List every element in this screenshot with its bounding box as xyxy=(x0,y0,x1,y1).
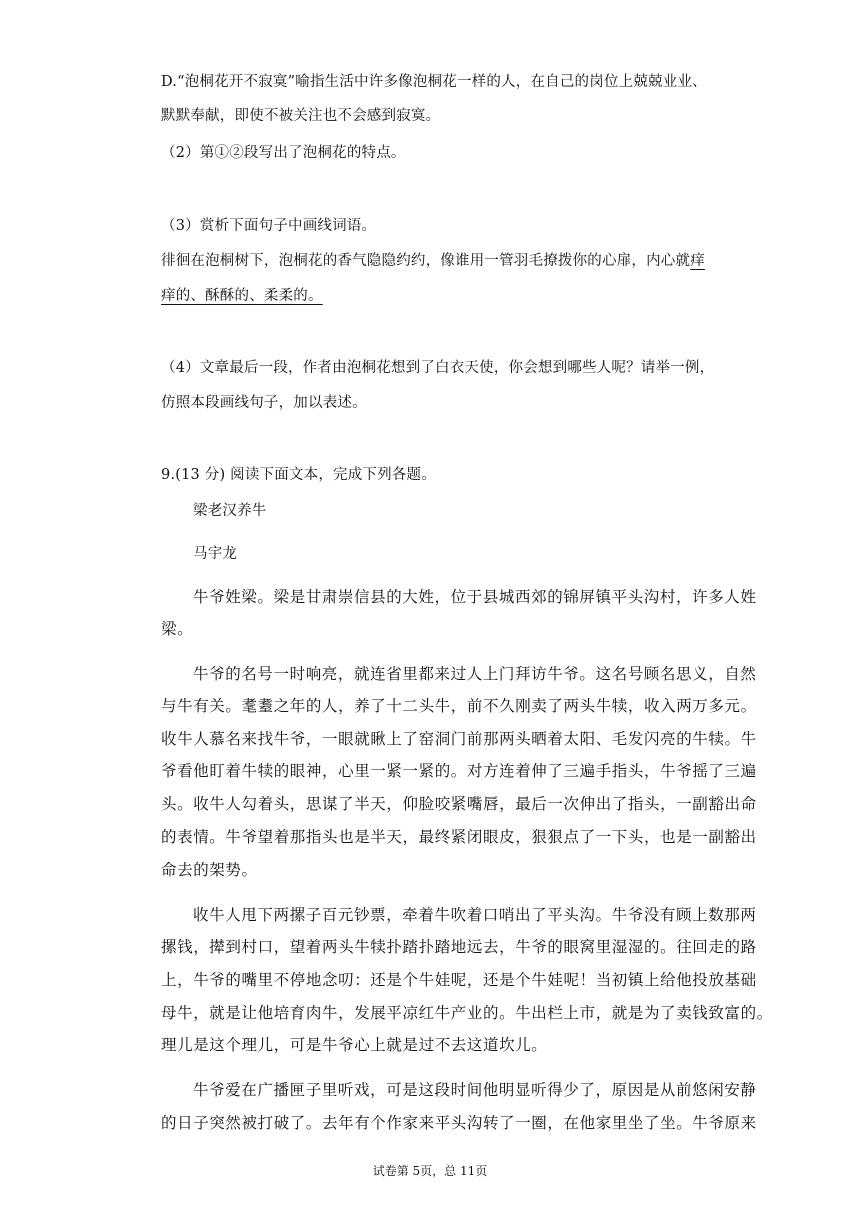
paragraph-2-line-1: 牛爷的名号一时响亮，就连省里都来过人上门拜访牛爷。这名号顾名思义，自然 xyxy=(193,665,757,683)
question-4-line-1: （4）文章最后一段，作者由泡桐花想到了白衣天使，你会想到哪些人呢？请举一例， xyxy=(161,360,715,376)
question-9-heading: 9.(13 分) 阅读下面文本，完成下列各题。 xyxy=(161,467,436,483)
question-4-line-2: 仿照本段画线句子，加以表述。 xyxy=(161,395,367,411)
paragraph-3-line-1: 收牛人甩下两摞子百元钞票，牵着牛吹着口哨出了平头沟。牛爷没有顾上数那两 xyxy=(193,906,757,924)
option-d-line-1: D.“泡桐花开不寂寞”喻指生活中许多像泡桐花一样的人，在自己的岗位上兢兢业业、 xyxy=(161,74,707,90)
paragraph-3-line-4: 母牛，就是让他培育肉牛，发展平凉红牛产业的。牛出栏上市，就是为了卖钱致富的。 xyxy=(161,1004,773,1022)
quoted-sentence-line-1: 徘徊在泡桐树下，泡桐花的香气隐隐约约，像谁用一管羽毛撩拨你的心扉，内心就痒 xyxy=(161,253,705,269)
paragraph-3-line-3: 上，牛爷的嘴里不停地念叨：还是个牛娃呢，还是个牛娃呢！当初镇上给他投放基础 xyxy=(161,971,757,989)
paragraph-3-line-5: 理儿是这个理儿，可是牛爷心上就是过不去这道坎儿。 xyxy=(161,1036,548,1054)
paragraph-3-line-2: 摞钱，撵到村口，望着两头牛犊扑踏扑踏地远去，牛爷的眼窝里湿湿的。往回走的路 xyxy=(161,938,757,956)
paragraph-2-line-2: 与牛有关。耄耋之年的人，养了十二头牛，前不久刚卖了两头牛犊，收入两万多元。 xyxy=(161,697,757,715)
question-3-line: （3）赏析下面句子中画线词语。 xyxy=(161,218,377,234)
paragraph-4-line-2: 的日子突然被打破了。去年有个作家来平头沟转了一圈，在他家里坐了坐。牛爷原来 xyxy=(161,1114,757,1132)
paragraph-2-line-7: 命去的架势。 xyxy=(161,861,258,879)
option-d-line-2: 默默奉献，即使不被关注也不会感到寂寞。 xyxy=(161,108,441,124)
paragraph-1-line-2: 梁。 xyxy=(161,620,194,638)
article-title: 梁老汉养牛 xyxy=(193,503,267,519)
underlined-phrase: 痒 xyxy=(690,253,705,269)
paragraph-2-line-4: 爷看他盯着牛犊的眼神，心里一紧一紧的。对方连着伸了三遍手指头，牛爷摇了三遍 xyxy=(161,762,757,780)
paragraph-4-line-1: 牛爷爱在广播匣子里听戏，可是这段时间他明显听得少了，原因是从前悠闲安静 xyxy=(193,1081,757,1099)
question-2-line: （2）第①②段写出了泡桐花的特点。 xyxy=(161,145,406,161)
paragraph-1-line-1: 牛爷姓梁。梁是甘肃崇信县的大姓，位于县城西郊的锦屏镇平头沟村，许多人姓 xyxy=(193,588,757,606)
quoted-sentence-line-2 xyxy=(161,286,323,306)
page-footer: 试卷第 5页，总 11页 xyxy=(372,1164,488,1178)
underlined-phrase: 痒的、酥酥的、柔柔的。 xyxy=(161,288,323,304)
paragraph-2-line-3: 收牛人慕名来找牛爷，一眼就瞅上了窑洞门前那两头晒着太阳、毛发闪亮的牛犊。牛 xyxy=(161,730,757,748)
article-author: 马宇龙 xyxy=(193,546,238,562)
paragraph-2-line-5: 头。收牛人勾着头，思谋了半天，仰脸咬紧嘴唇，最后一次伸出了指头，一副豁出命 xyxy=(161,795,757,813)
paragraph-2-line-6: 的表情。牛爷望着那指头也是半天，最终紧闭眼皮，狠狠点了一下头，也是一副豁出 xyxy=(161,828,757,846)
